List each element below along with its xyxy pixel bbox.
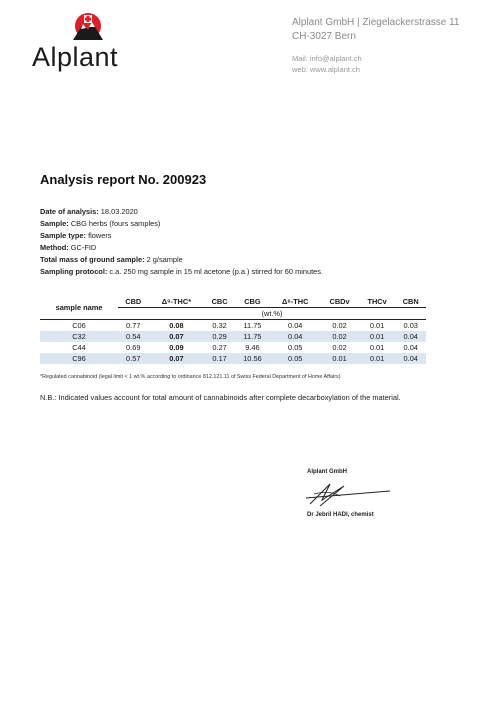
meta-label: Sampling protocol:	[40, 267, 108, 276]
column-header: THCv	[359, 296, 396, 308]
sample-name-cell: C96	[40, 353, 118, 364]
meta-line	[40, 242, 323, 254]
sample-name-cell: C44	[72, 343, 86, 352]
value-cell: 0.01	[320, 353, 358, 364]
column-header: Δ⁹-THC*	[148, 296, 204, 308]
value-cell: 0.07	[148, 353, 204, 364]
value-cell: 0.02	[320, 331, 358, 342]
meta-label: Date of analysis:	[40, 207, 99, 216]
value-cell: 0.02	[332, 343, 347, 352]
contact-web: web: www.alplant.ch	[292, 65, 360, 74]
value-cell: 0.05	[288, 343, 303, 352]
value-cell: 11.75	[243, 321, 262, 330]
sample-name-cell: C32	[40, 331, 118, 342]
results-table-wrapper	[40, 296, 426, 364]
meta-value: 2 g/sample	[144, 255, 183, 264]
sample-name-cell: C06	[72, 321, 86, 330]
value-cell: 0.04	[403, 343, 418, 352]
value-cell: 0.03	[403, 321, 418, 330]
company-line-2: CH-3027 Bern	[292, 31, 356, 42]
value-cell: 0.05	[270, 353, 320, 364]
value-cell: 0.09	[169, 343, 184, 352]
meta-line	[40, 254, 323, 266]
value-cell: 0.04	[270, 331, 320, 342]
table-body	[40, 320, 426, 365]
value-cell: 0.07	[148, 331, 204, 342]
value-cell: 0.01	[359, 353, 396, 364]
unit-label: (wt.%)	[118, 308, 426, 320]
logo-wordmark: Alplant	[32, 42, 119, 72]
meta-line	[40, 206, 323, 218]
value-cell: 0.04	[395, 353, 426, 364]
column-header: CBDv	[320, 296, 358, 308]
value-cell: 0.02	[332, 321, 347, 330]
value-cell: 0.17	[204, 353, 234, 364]
value-cell: 0.01	[369, 321, 385, 330]
table-row	[40, 331, 426, 342]
meta-value: GC-FID	[68, 243, 97, 252]
contact-info	[292, 53, 362, 75]
report-title: Analysis report No. 200923	[40, 172, 207, 187]
meta-label: Sample:	[40, 219, 69, 228]
meta-value: flowers	[86, 231, 112, 240]
value-cell: 0.54	[118, 331, 148, 342]
handwritten-signature	[300, 478, 400, 510]
value-cell: 0.01	[369, 343, 385, 352]
column-header: CBG	[235, 296, 270, 308]
value-cell: 0.04	[288, 321, 303, 330]
value-cell: 9.46	[245, 343, 260, 352]
sample-name-header: sample name	[40, 296, 118, 320]
column-header: CBN	[395, 296, 426, 308]
meta-value: CBG herbs (fours samples)	[68, 219, 161, 228]
value-cell: 0.04	[395, 331, 426, 342]
report-metadata	[40, 206, 323, 278]
column-header: CBD	[118, 296, 148, 308]
value-cell: 0.29	[204, 331, 234, 342]
contact-mail: Mail: info@alplant.ch	[292, 54, 362, 63]
company-logo	[32, 12, 162, 74]
meta-label: Sample type:	[40, 231, 87, 240]
meta-line	[40, 266, 323, 278]
meta-line	[40, 218, 323, 230]
table-footnote: *Regulated cannabinoid (legal limit < 1 wt.% according to ordinance 812.121.11 of Swiss Federal Department of Home Affairs)	[40, 374, 341, 380]
table-header-row	[40, 296, 426, 308]
column-header: CBC	[204, 296, 234, 308]
table-row	[40, 320, 426, 332]
value-cell: 0.27	[212, 343, 227, 352]
value-cell: 0.08	[169, 321, 184, 330]
value-cell: 0.32	[212, 321, 227, 330]
signature-company: Alplant GmbH	[307, 469, 347, 475]
value-cell: 0.77	[126, 321, 141, 330]
column-header: Δ⁸-THC	[270, 296, 320, 308]
meta-value: 18.03.2020	[98, 207, 138, 216]
value-cell: 11.75	[235, 331, 270, 342]
company-address	[292, 16, 459, 44]
meta-line	[40, 230, 323, 242]
value-cell: 0.57	[118, 353, 148, 364]
company-line-1: Alplant GmbH | Ziegelackerstrasse 11	[292, 17, 460, 28]
table-row	[40, 353, 426, 364]
meta-label: Method:	[40, 243, 69, 252]
value-cell: 0.69	[126, 343, 141, 352]
mountain-logo-icon	[68, 12, 108, 42]
value-cell: 10.56	[235, 353, 270, 364]
meta-value: c.a. 250 mg sample in 15 ml acetone (p.a.) stirred for 60 minutes.	[107, 267, 324, 276]
decarboxylation-note: N.B.: Indicated values account for total amount of cannabinoids after complete decarboxylation of the material.	[40, 393, 401, 402]
signatory-name: Dr Jebril HADI, chemist	[307, 512, 374, 518]
meta-label: Total mass of ground sample:	[40, 255, 145, 264]
results-table	[40, 296, 426, 364]
table-row	[40, 342, 426, 353]
value-cell: 0.01	[359, 331, 396, 342]
